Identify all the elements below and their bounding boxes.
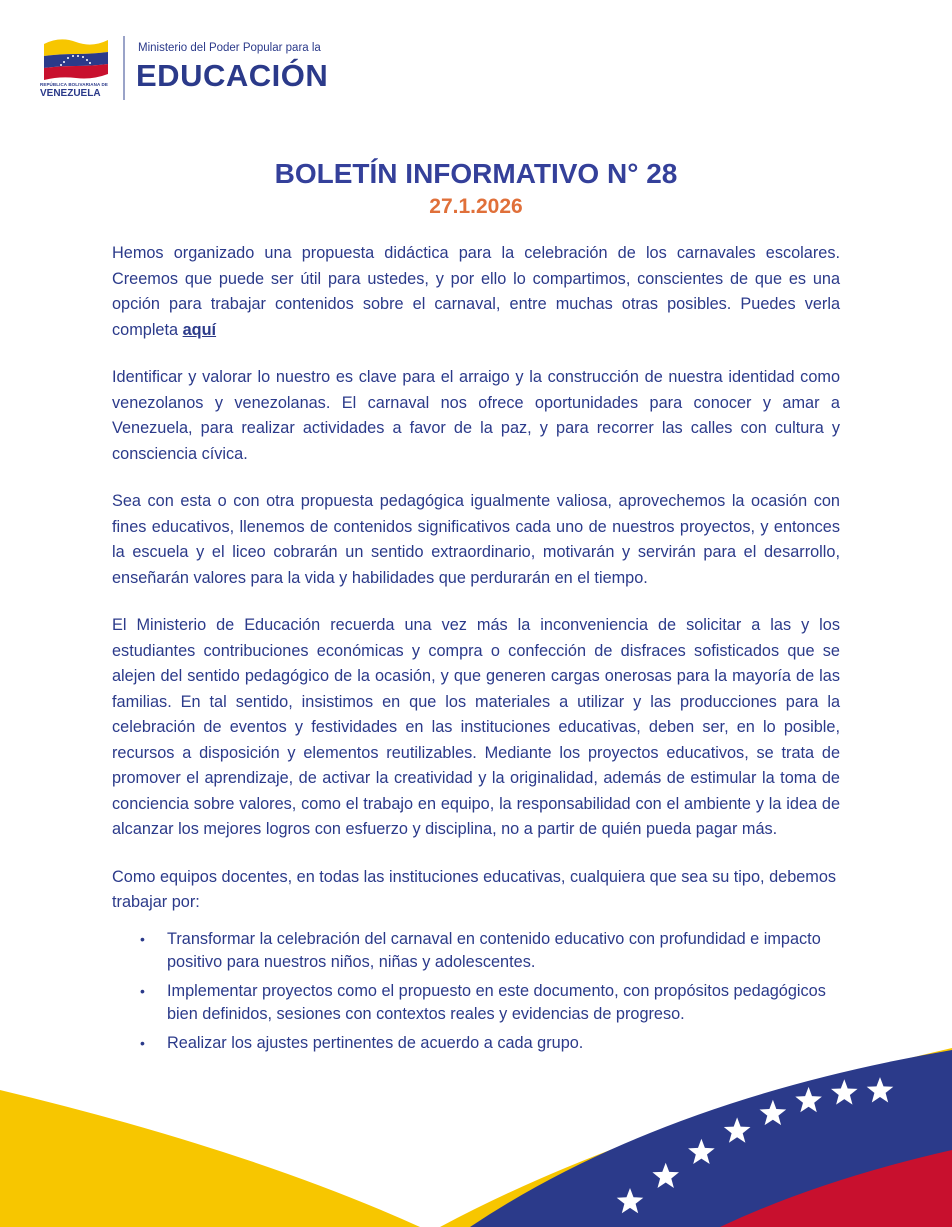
list-item-text: Transformar la celebración del carnaval en contenido educativo con profundidad e impacto positivo para nuestros niños, niñas y adolescentes. xyxy=(167,929,821,971)
ministry-name: EDUCACIÓN xyxy=(136,58,329,93)
bulletin-body xyxy=(112,241,840,1061)
list-item-text: Realizar los ajustes pertinentes de acuerdo a cada grupo. xyxy=(167,1033,584,1052)
paragraph-4: El Ministerio de Educación recuerda una vez más la inconveniencia de solicitar a las y los estudiantes contribuciones económicas y compra o confección de disfraces sofisticados que se alejen del sentido pedagógico de la ocasión, y que generen cargas onerosas para la mayoría de las familias. En tal sentido, insistimos en que los materiales a utilizar y las producciones para la celebración de eventos y festividades en las instituciones educativas, deben ser, en lo posible, recursos a disposición y elementos reutilizables. Mediante los proyectos educativos, se trata de promover el aprendizaje, de activar la creatividad y la originalidad, además de estimular la toma de conciencia sobre valores, como el trabajo en equipo, la responsabilidad con el ambiente y la idea de alcanzar los mejores logros con esfuerzo y disciplina, no a partir de quién pueda pagar más. xyxy=(112,616,840,838)
list-item xyxy=(112,980,840,1026)
venezuela-flag-logo xyxy=(40,36,112,100)
ministry-line: Ministerio del Poder Popular para la xyxy=(138,42,321,54)
flag-caption-republic: REPÚBLICA BOLIVARIANA DE xyxy=(40,82,108,87)
header-logo-block xyxy=(40,34,360,104)
paragraph-5: Como equipos docentes, en todas las instituciones educativas, cualquiera que sea su tipo, debemos trabajar por: xyxy=(112,867,837,911)
list-item-text: Implementar proyectos como el propuesto en este documento, con propósitos pedagógicos bien definidos, sesiones con contextos reales y evidencias de progreso. xyxy=(167,981,826,1023)
bulletin-title: BOLETÍN INFORMATIVO N° 28 xyxy=(274,158,678,189)
goals-list xyxy=(112,928,840,1055)
bullet-icon: • xyxy=(140,930,145,947)
bullet-icon: • xyxy=(140,1034,145,1051)
paragraph-1 xyxy=(112,241,840,343)
bulletin-date: 27.1.2026 xyxy=(429,195,523,218)
paragraph-3: Sea con esta o con otra propuesta pedagógica igualmente valiosa, aprovechemos la ocasión con fines educativos, llenemos de contenidos significativos cada uno de nuestros proyectos, y entonces la escuela y el liceo cobrarán un sentido extraordinario, motivarán y servirán para el desarrollo, enseñarán valores para la vida y habilidades que perdurarán en el tiempo. xyxy=(112,492,840,587)
paragraph-1-text: Hemos organizado una propuesta didáctica para la celebración de los carnavales escolares. Creemos que puede ser útil para ustedes, y por ello lo compartimos, conscientes de que es una opción para trabajar contenidos sobre el carnaval, entre muchas otras posibles. Puedes verla completa xyxy=(112,244,840,339)
header-divider xyxy=(123,36,125,100)
flag-icon xyxy=(40,36,112,82)
bullet-icon: • xyxy=(140,982,145,999)
list-item xyxy=(112,928,840,974)
footer-yellow-wave xyxy=(0,1090,420,1227)
flag-wave-footer xyxy=(0,1040,952,1227)
paragraph-2: Identificar y valorar lo nuestro es clave para el arraigo y la construcción de nuestra identidad como venezolanos y venezolanas. El carnaval nos ofrece oportunidades para conocer y amar a Venezuela, para realizar actividades a favor de la paz, y para recorrer las calles con cultura y consciencia cívica. xyxy=(112,368,840,463)
flag-caption-country: VENEZUELA xyxy=(40,88,101,99)
proposal-link[interactable]: aquí xyxy=(182,320,217,339)
